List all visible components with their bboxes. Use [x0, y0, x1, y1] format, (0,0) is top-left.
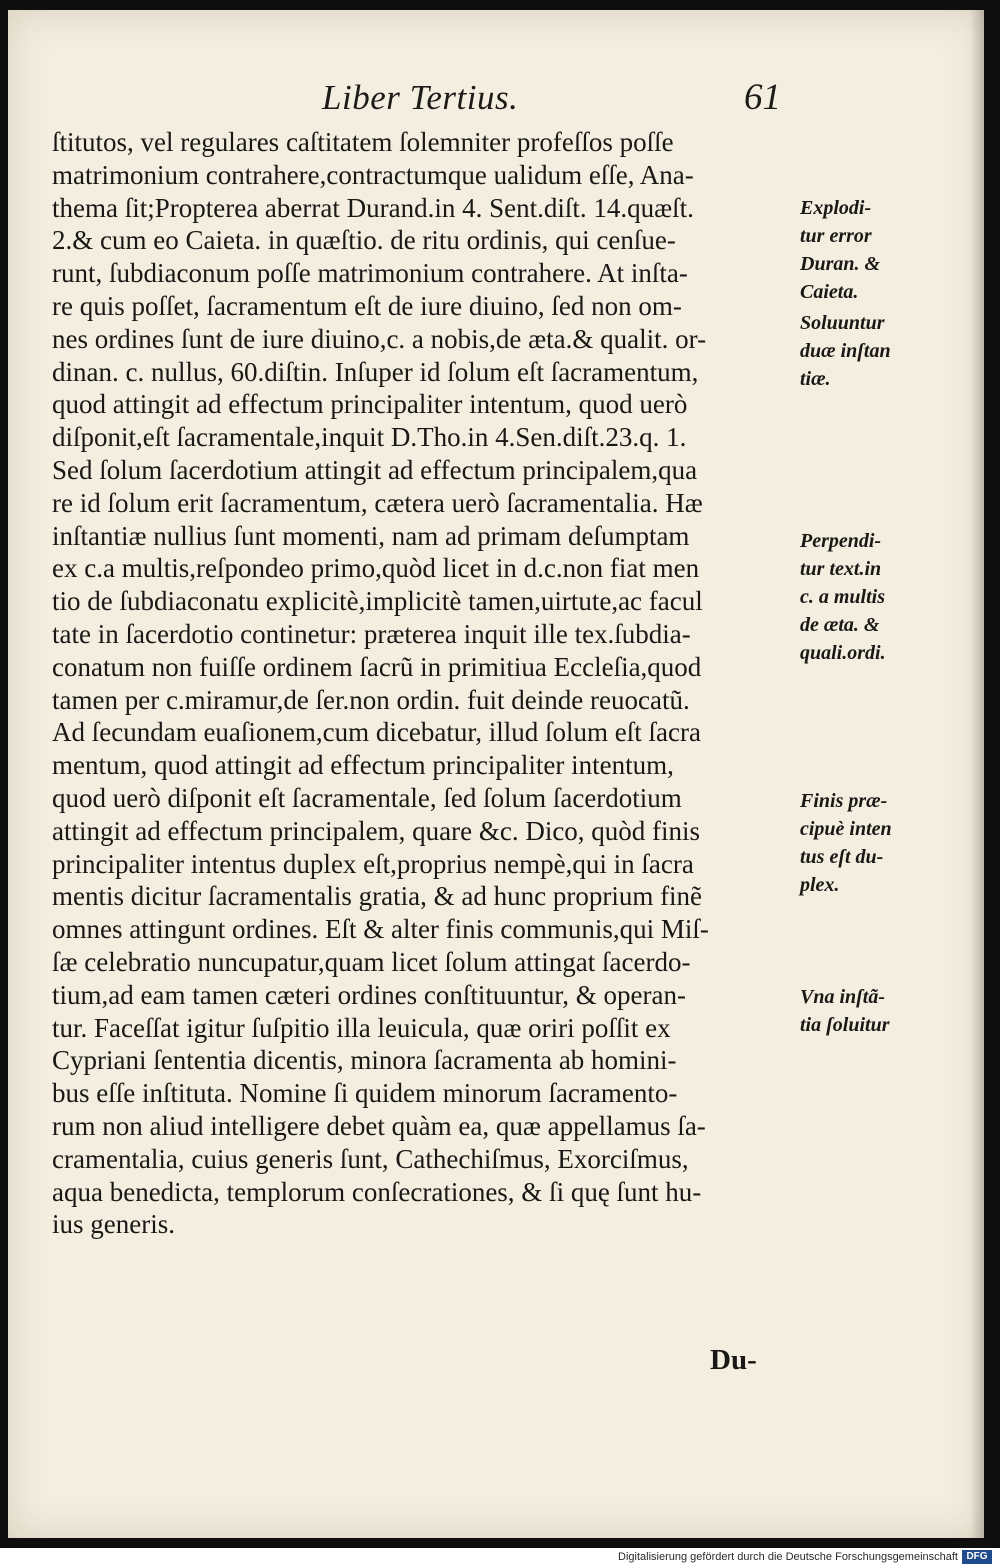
text-line: tur. Faceſſat igitur ſuſpitio illa leuicula, quæ oriri poſſit ex: [52, 1012, 671, 1043]
text-line: tate in ſacerdotio continetur: præterea inquit ille tex.ſubdia-: [52, 618, 691, 649]
margin-note-line: Explodi-: [800, 197, 872, 219]
margin-note-line: de æta. &: [800, 614, 880, 636]
text-line: ſæ celebratio nuncupatur,quam licet ſolum attingat ſacerdo-: [52, 946, 691, 977]
margin-note-line: tiæ.: [800, 368, 831, 390]
margin-note: [800, 527, 918, 667]
text-line: omnes attingunt ordines. Eſt & alter finis communis,qui Miſ-: [52, 914, 709, 945]
margin-note-line: c. a multis: [800, 586, 886, 608]
text-line: Ad ſecundam euaſionem,cum dicebatur, illud ſolum eſt ſacra: [52, 717, 701, 748]
margin-note-line: tus eſt du-: [800, 846, 884, 868]
text-line: bus eſſe inſtituta. Nomine ſi quidem minorum ſacramento-: [52, 1078, 678, 1109]
text-line: ſtitutos, vel regulares caſtitatem ſolemniter profeſſos poſſe: [52, 127, 674, 157]
margin-note-line: Soluuntur: [800, 312, 885, 334]
text-line: runt, ſubdiaconum poſſe matrimonium contrahere. At inſta-: [52, 258, 688, 289]
margin-note-line: cipuè inten: [800, 818, 892, 840]
text-line: cramentalia, cuius generis ſunt, Cathechiſmus, Exorciſmus,: [52, 1143, 689, 1174]
text-line: mentis dicitur ſacramentalis gratia, & ad hunc proprium finẽ: [52, 881, 703, 912]
margin-note-line: Perpendi-: [800, 530, 882, 552]
text-line: 2.& cum eo Caieta. in quæſtio. de ritu ordinis, qui cenſue-: [52, 225, 676, 256]
margin-note-line: tur error: [800, 225, 872, 247]
text-line: mentum, quod attingit ad effectum principaliter intentum,: [52, 750, 674, 781]
text-line: quod uerò diſponit eſt ſacramentale, ſed ſolum ſacerdotium: [52, 782, 682, 813]
margin-note-line: tia ſoluitur: [800, 1014, 890, 1036]
catchword: Du-: [710, 1344, 757, 1376]
margin-note-line: duæ inſtan: [800, 340, 891, 362]
text-line: re quis poſſet, ſacramentum eſt de iure diuino, ſed non om-: [52, 290, 682, 321]
page-number: 61: [744, 77, 781, 118]
text-line: tamen per c.miramur,de ſer.non ordin. fuit deinde reuocatũ.: [52, 684, 690, 715]
text-line: ex c.a multis,reſpondeo primo,quòd licet in d.c.non fiat men: [52, 553, 700, 584]
footer-bar: [0, 1548, 1000, 1566]
margin-note-line: Caieta.: [800, 281, 859, 303]
margin-note-line: Vna inſtã-: [800, 986, 886, 1008]
text-line: re id ſolum erit ſacramentum, cætera uerò ſacramentalia. Hæ: [52, 487, 703, 518]
text-line: aqua benedicta, templorum conſecrationes, & ſi quę ſunt hu-: [52, 1176, 702, 1207]
margin-note: [800, 983, 918, 1039]
margin-note-line: Finis præ-: [800, 790, 888, 812]
text-line: rum non aliud intelligere debet quàm ea, quæ appellamus ſa-: [52, 1110, 706, 1141]
margin-note: [800, 194, 918, 306]
text-line: thema ſit;Propterea aberrat Durand.in 4. Sent.diſt. 14.quæſt.: [52, 192, 694, 223]
text-line: inſtantiæ nullius ſunt momenti, nam ad primam deſumptam: [52, 520, 690, 551]
margin-note: [800, 787, 918, 899]
text-line: quod attingit ad effectum principaliter intentum, quod uerò: [52, 389, 688, 420]
running-head: Liber Tertius.: [322, 78, 519, 117]
page-edge-shadow: [970, 10, 984, 1538]
text-line: dinan. c. nullus, 60.diſtin. Inſuper id ſolum eſt ſacramentum,: [52, 356, 699, 387]
dfg-logo: DFG: [962, 1550, 992, 1564]
margin-note-line: plex.: [800, 874, 840, 896]
text-line: tium,ad eam tamen cæteri ordines conſtituuntur, & operan-: [52, 979, 686, 1010]
text-line: principaliter intentus duplex eſt,proprius nempè,qui in ſacra: [52, 848, 694, 879]
margin-note-line: tur text.in: [800, 558, 882, 580]
funding-credit: Digitalisierung gefördert durch die Deutsche Forschungsgemeinschaft: [618, 1551, 958, 1563]
margin-note-line: quali.ordi.: [800, 642, 886, 664]
margin-note-line: Duran. &: [800, 253, 881, 275]
text-line: ius generis.: [52, 1209, 175, 1240]
body-text: [52, 126, 790, 1241]
text-line: conatum non fuiſſe ordinem ſacrũ in primitiua Eccleſia,quod: [52, 651, 702, 682]
margin-note: [800, 309, 918, 393]
text-line: tio de ſubdiaconatu explicitè,implicitè tamen,uirtute,ac facul: [52, 586, 703, 617]
text-line: matrimonium contrahere,contractumque ualidum eſſe, Ana-: [52, 159, 694, 190]
text-line: Cypriani ſententia dicentis, minora ſacramenta ab homini-: [52, 1045, 677, 1076]
text-line: nes ordines ſunt de iure diuino,c. a nobis,de æta.& qualit. or-: [52, 323, 707, 354]
text-line: attingit ad effectum principalem, quare &c. Dico, quòd finis: [52, 815, 701, 846]
text-line: diſponit,eſt ſacramentale,inquit D.Tho.in 4.Sen.diſt.23.q. 1.: [52, 422, 687, 453]
text-line: Sed ſolum ſacerdotium attingit ad effectum principalem,qua: [52, 454, 698, 485]
